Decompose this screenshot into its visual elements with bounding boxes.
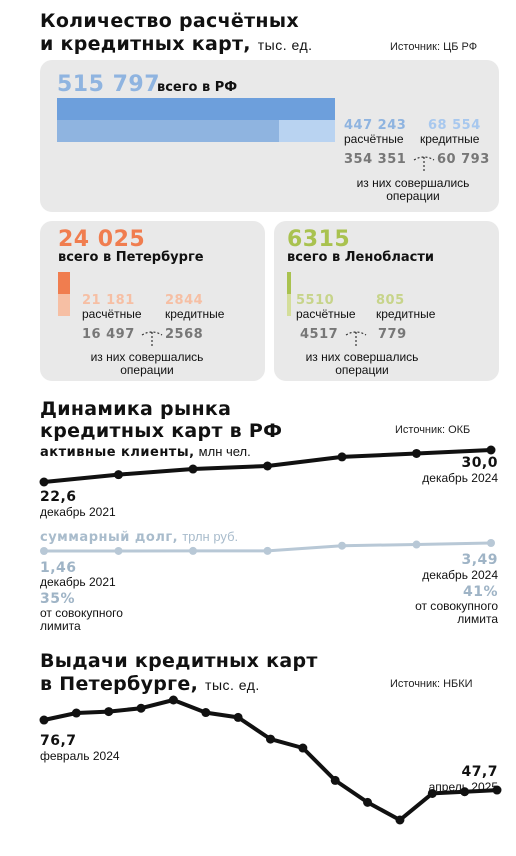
active-point xyxy=(40,478,49,487)
issuance-point xyxy=(104,707,113,716)
section2-source: Источник: ОКБ xyxy=(395,424,471,436)
limit-end-value: 41% xyxy=(462,584,498,600)
lo-used-credit: 779 xyxy=(378,327,407,342)
section3-title-line1: Выдачи кредитных карт xyxy=(40,650,318,672)
active-point xyxy=(487,446,496,455)
active-point xyxy=(114,470,123,479)
limit-end-label-1: от совокупного xyxy=(415,599,498,613)
debt-point xyxy=(264,547,272,555)
debt-start-value: 1,46 xyxy=(40,560,77,576)
debt-point xyxy=(413,541,421,549)
issuance-point xyxy=(266,735,275,744)
section1-title-line2-text: и кредитных карт, xyxy=(40,33,251,55)
spb-credit-value: 2844 xyxy=(165,293,204,308)
spb-used-label-2: операции xyxy=(120,363,174,377)
debt-point xyxy=(338,542,346,550)
section1-title-line1: Количество расчётных xyxy=(40,10,299,32)
russia-used-label-1: из них совершались xyxy=(356,176,470,190)
issuance-point xyxy=(169,696,178,705)
lo-total-value: 6315 xyxy=(287,227,351,252)
issuance-start-value: 76,7 xyxy=(40,733,77,749)
debt-point xyxy=(487,539,495,547)
active-start-value: 22,6 xyxy=(40,489,77,505)
spb-credit-label: кредитные xyxy=(165,307,225,321)
active-point xyxy=(338,452,347,461)
issuance-point xyxy=(234,713,243,722)
spb-used-settlement: 16 497 xyxy=(82,327,135,342)
lo-credit-value: 805 xyxy=(376,293,405,308)
russia-used-credit: 60 793 xyxy=(437,152,490,167)
russia-total-label: всего в РФ xyxy=(157,80,238,95)
limit-end-label-2: лимита xyxy=(457,612,498,626)
active-point xyxy=(189,465,198,474)
active-clients-label-bold: активные клиенты, xyxy=(40,445,195,460)
limit-start-label-1: от совокупного xyxy=(40,606,123,620)
issuance-point xyxy=(40,716,49,725)
spb-settlement-label: расчётные xyxy=(82,307,142,321)
section3-units: тыс. ед. xyxy=(205,677,260,693)
issuance-point xyxy=(72,709,81,718)
section2-title-line1: Динамика рынка xyxy=(40,398,232,420)
russia-credit-value: 68 554 xyxy=(428,118,481,133)
debt-end-value: 3,49 xyxy=(461,552,498,568)
issuance-point xyxy=(298,744,307,753)
section3-source: Источник: НБКИ xyxy=(390,678,473,690)
issuance-point xyxy=(363,798,372,807)
debt-start-date: декабрь 2021 xyxy=(40,575,116,589)
active-point xyxy=(263,462,272,471)
section2-title-line2: кредитных карт в РФ xyxy=(40,420,283,442)
section3-title-line2-text: в Петербурге, xyxy=(40,673,199,695)
lo-used-label-1: из них совершались xyxy=(305,350,419,364)
section1-units: тыс. ед. xyxy=(257,37,313,53)
lo-credit-label: кредитные xyxy=(376,307,436,321)
russia-settlement-label: расчётные xyxy=(344,132,404,146)
debt-label-unit: трлн руб. xyxy=(182,529,239,544)
issuance-point xyxy=(137,704,146,713)
russia-used-label-2: операции xyxy=(386,189,440,203)
spb-used-credit: 2568 xyxy=(165,327,204,342)
spb-total-value: 24 025 xyxy=(58,227,146,252)
issuance-end-value: 47,7 xyxy=(461,764,498,780)
debt-label-bold: суммарный долг, xyxy=(40,530,179,545)
russia-used-settlement: 354 351 xyxy=(344,152,407,167)
section1-source: Источник: ЦБ РФ xyxy=(390,41,478,53)
debt-end-date: декабрь 2024 xyxy=(422,568,498,582)
debt-point xyxy=(40,547,48,555)
russia-settlement-value: 447 243 xyxy=(344,118,407,133)
lo-used-label-2: операции xyxy=(335,363,389,377)
russia-credit-label: кредитные xyxy=(420,132,480,146)
debt-label xyxy=(40,529,238,545)
russia-total-value: 515 797 xyxy=(57,72,161,97)
spb-used-label-1: из них совершались xyxy=(90,350,204,364)
spb-total-label: всего в Петербурге xyxy=(58,250,204,265)
issuance-chart xyxy=(0,640,516,856)
lo-total-label: всего в Ленобласти xyxy=(287,250,434,265)
active-clients-label-unit: млн чел. xyxy=(198,444,251,459)
active-end-date: декабрь 2024 xyxy=(422,471,498,485)
issuance-point xyxy=(201,708,210,717)
active-end-value: 30,0 xyxy=(461,455,498,471)
lo-settlement-label: расчётные xyxy=(296,307,356,321)
issuance-start-date: февраль 2024 xyxy=(40,749,120,763)
debt-point xyxy=(115,547,123,555)
spb-settlement-value: 21 181 xyxy=(82,293,135,308)
debt-point xyxy=(189,547,197,555)
limit-start-label-2: лимита xyxy=(40,619,81,633)
limit-start-value: 35% xyxy=(40,591,76,607)
lo-used-settlement: 4517 xyxy=(300,327,339,342)
issuance-point xyxy=(331,776,340,785)
issuance-point xyxy=(395,816,404,825)
issuance-end-date: апрель 2025 xyxy=(428,780,498,794)
lo-settlement-value: 5510 xyxy=(296,293,335,308)
active-start-date: декабрь 2021 xyxy=(40,505,116,519)
